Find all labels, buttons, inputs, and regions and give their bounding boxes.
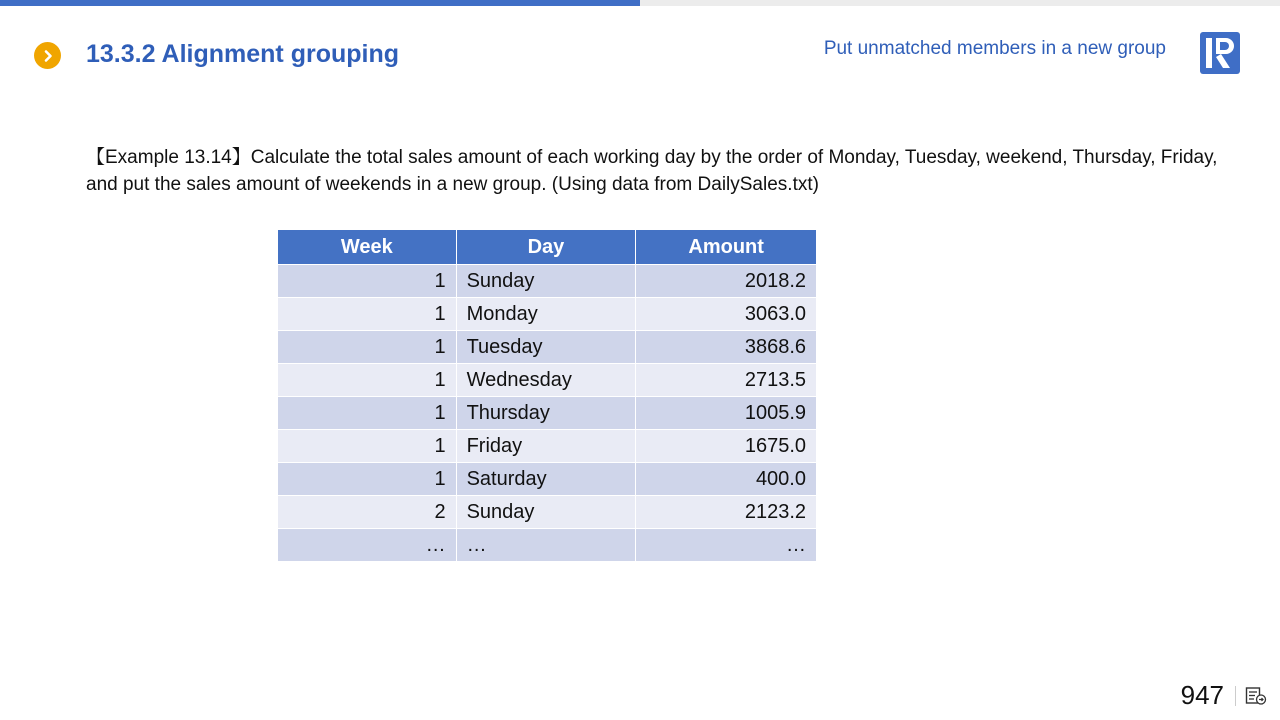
column-header-amount: Amount (636, 230, 817, 265)
cell-day: Sunday (456, 265, 636, 298)
cell-week: 1 (278, 364, 457, 397)
cell-amount: 3063.0 (636, 298, 817, 331)
notes-icon[interactable] (1245, 686, 1267, 706)
cell-week: 1 (278, 331, 457, 364)
cell-week: … (278, 529, 457, 562)
cell-week: 1 (278, 463, 457, 496)
cell-amount: 2713.5 (636, 364, 817, 397)
cell-day: Thursday (456, 397, 636, 430)
table-row (278, 265, 817, 298)
example-description: 【Example 13.14】Calculate the total sales amount of each working day by the order of Monday, Tuesday, weekend, Thursday, Friday, and put the sales amount of weekends in a new group. (Using data from DailySales.txt) (86, 147, 1218, 195)
column-header-week: Week (278, 230, 457, 265)
cell-amount: 1675.0 (636, 430, 817, 463)
cell-amount: 1005.9 (636, 397, 817, 430)
cell-week: 1 (278, 298, 457, 331)
cell-amount: … (636, 529, 817, 562)
chevron-right-icon (34, 42, 61, 69)
brand-logo-icon (1199, 31, 1241, 75)
sales-table (277, 229, 817, 562)
cell-week: 1 (278, 430, 457, 463)
progress-track (0, 0, 1280, 6)
table-row (278, 463, 817, 496)
cell-amount: 2018.2 (636, 265, 817, 298)
cell-amount: 3868.6 (636, 331, 817, 364)
page-number: 947 (1180, 680, 1224, 710)
cell-day: Sunday (456, 496, 636, 529)
column-header-day: Day (456, 230, 636, 265)
cell-day: … (456, 529, 636, 562)
cell-amount: 2123.2 (636, 496, 817, 529)
cell-week: 2 (278, 496, 457, 529)
cell-day: Monday (456, 298, 636, 331)
table-row (278, 430, 817, 463)
table-row (278, 331, 817, 364)
cell-week: 1 (278, 397, 457, 430)
cell-amount: 400.0 (636, 463, 817, 496)
section-subtitle: Put unmatched members in a new group (823, 38, 1166, 59)
table-row (278, 298, 817, 331)
cell-day: Wednesday (456, 364, 636, 397)
table-row (278, 496, 817, 529)
cell-day: Saturday (456, 463, 636, 496)
cell-week: 1 (278, 265, 457, 298)
cell-day: Friday (456, 430, 636, 463)
section-title: 13.3.2 Alignment grouping (86, 40, 399, 68)
table-header-row (278, 230, 817, 265)
cell-day: Tuesday (456, 331, 636, 364)
footer-divider (1235, 686, 1236, 706)
table-row (278, 364, 817, 397)
table-row (278, 397, 817, 430)
table-row-ellipsis (278, 529, 817, 562)
progress-fill (0, 0, 640, 6)
